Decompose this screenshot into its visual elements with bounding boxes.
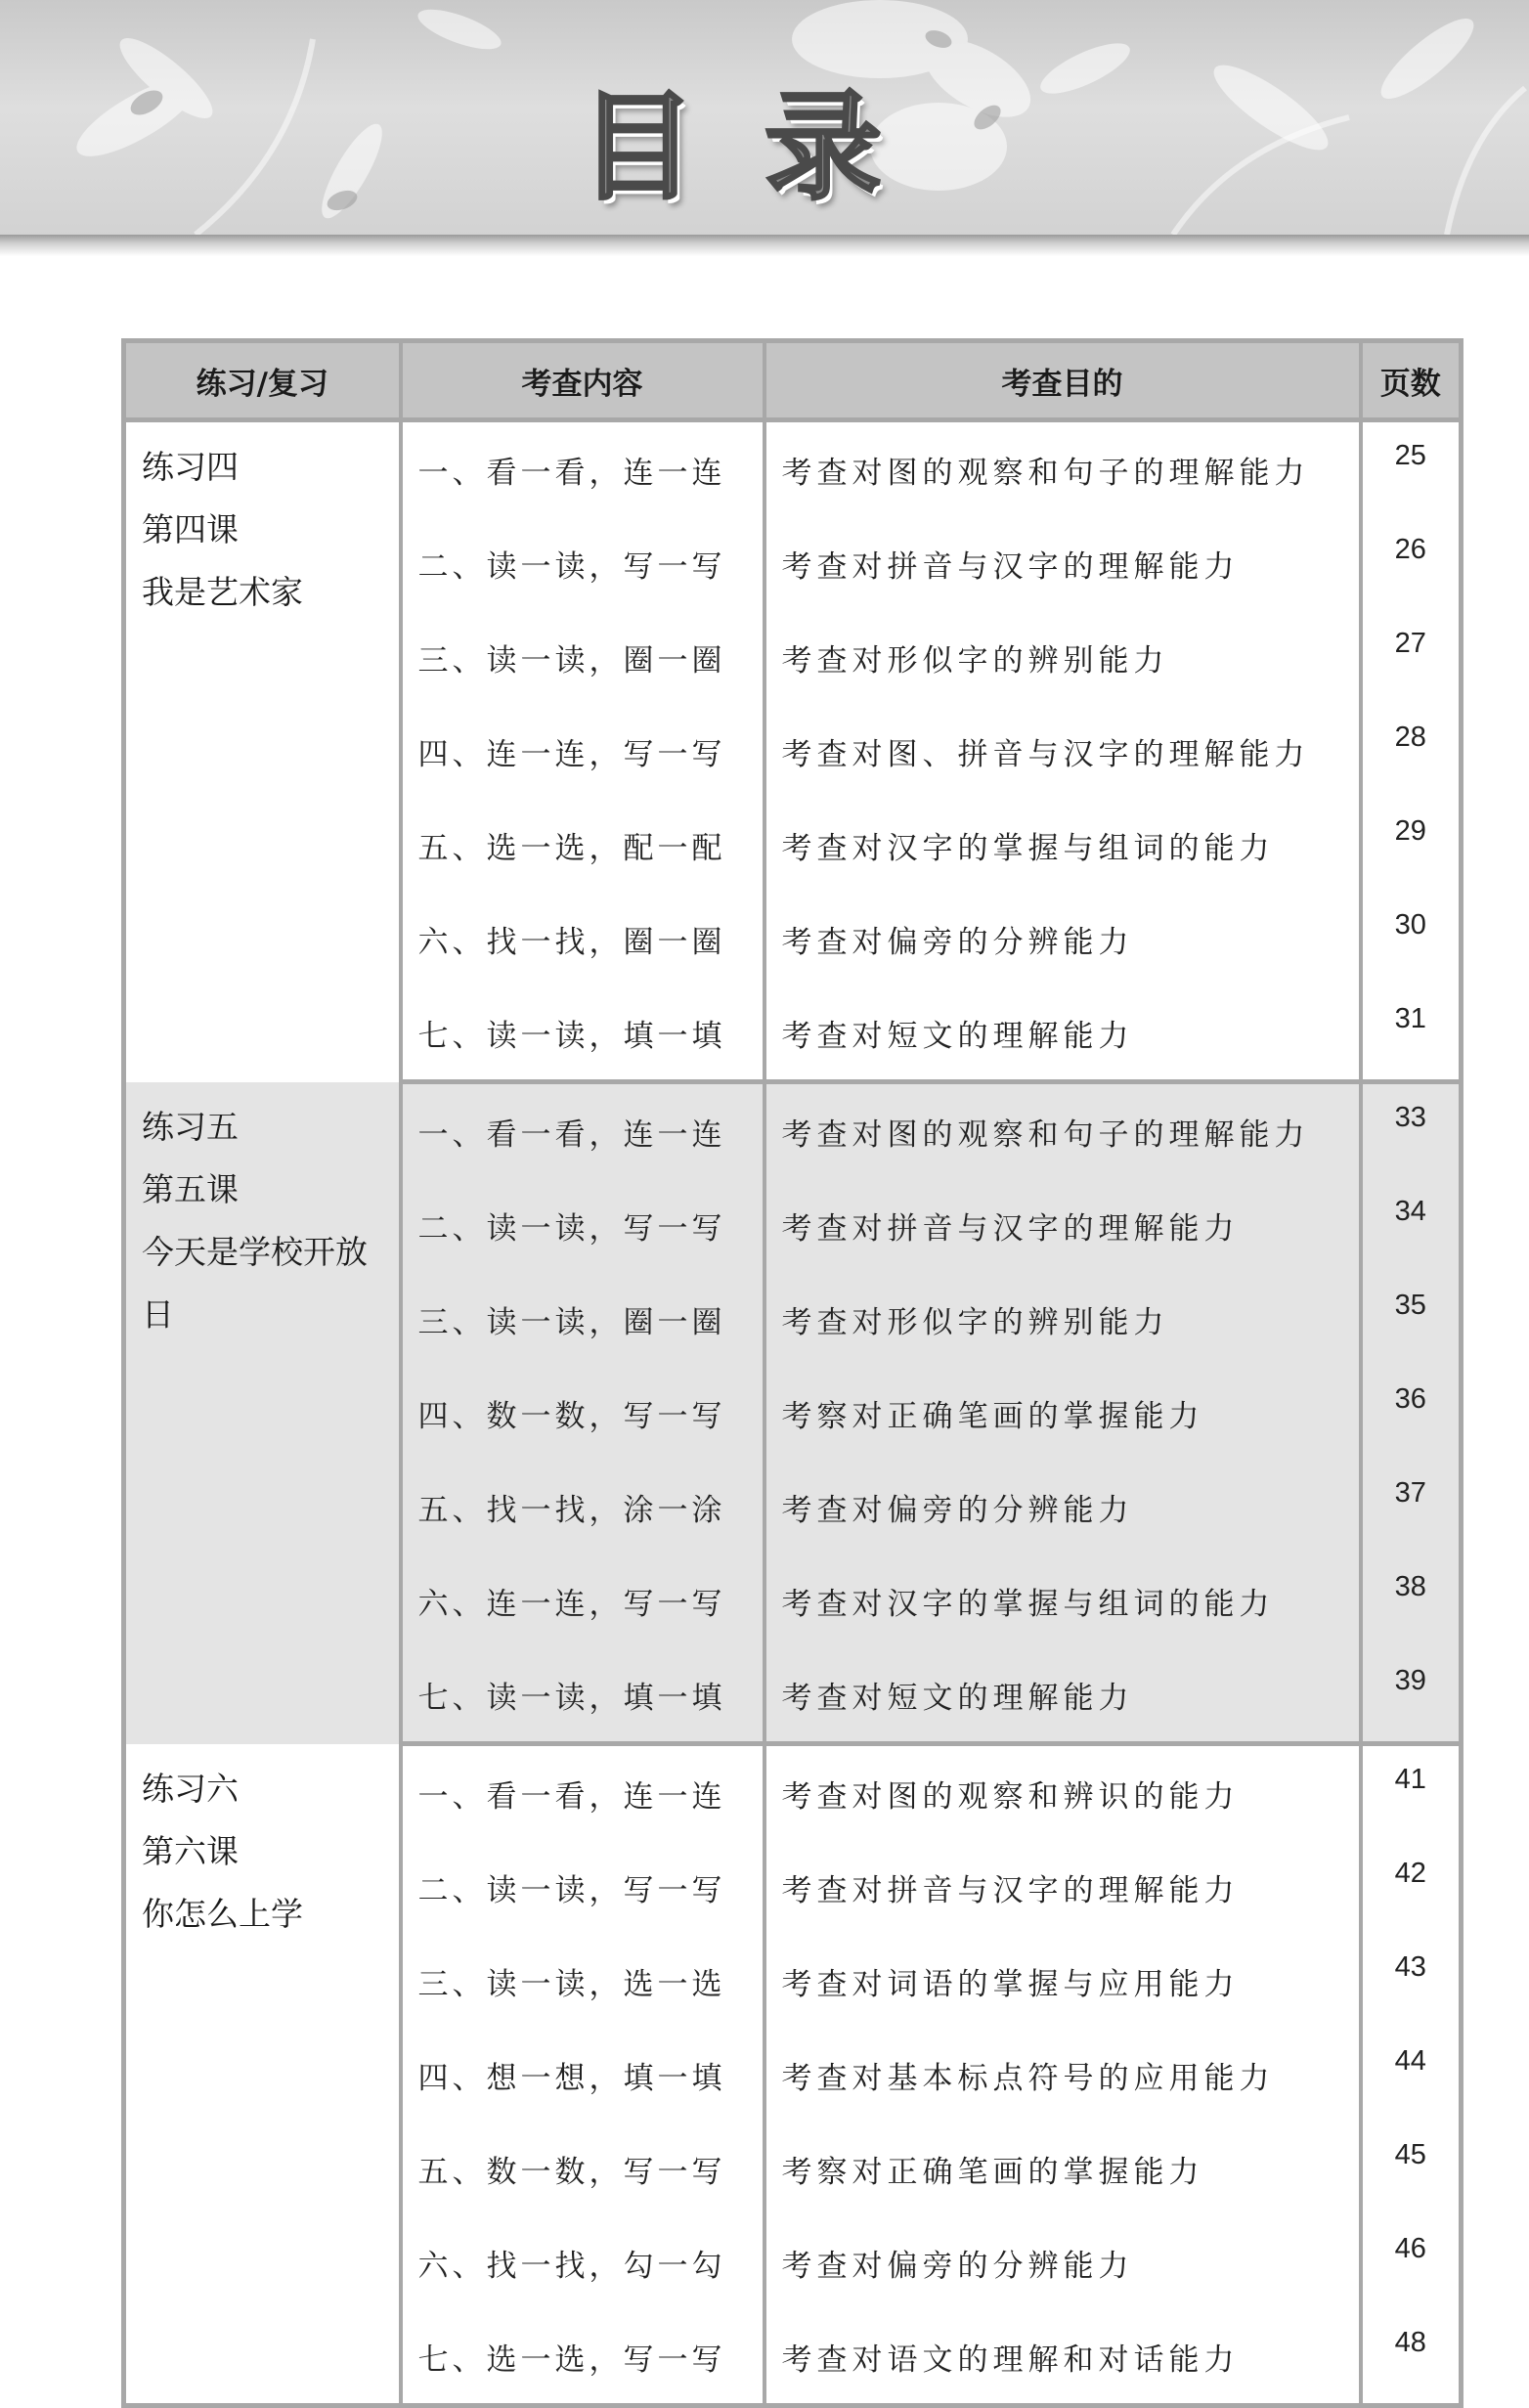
content-cell: 二、读一读，写一写 [401, 516, 764, 610]
table-row [124, 1082, 1462, 1179]
content-cell: 二、读一读，写一写 [401, 1840, 764, 1934]
content-cell: 一、看一看，连一连 [401, 420, 764, 517]
purpose-cell: 考查对拼音与汉字的理解能力 [764, 1840, 1361, 1934]
purpose-cell: 考查对图、拼音与汉字的理解能力 [764, 704, 1361, 798]
purpose-cell: 考查对短文的理解能力 [764, 985, 1361, 1082]
header-banner [0, 0, 1529, 240]
content-cell: 六、找一找，圈一圈 [401, 892, 764, 985]
lesson-line: 今天是学校开放 [142, 1232, 368, 1271]
page-number: 37 [1361, 1460, 1462, 1554]
toc-body [124, 420, 1462, 2406]
purpose-cell: 考查对语文的理解和对话能力 [764, 2309, 1361, 2406]
lesson-cell [124, 1082, 401, 1744]
purpose-cell: 考查对形似字的辨别能力 [764, 1272, 1361, 1366]
content-cell: 一、看一看，连一连 [401, 1744, 764, 1841]
page-number: 36 [1361, 1366, 1462, 1460]
lesson-cell [124, 1744, 401, 2406]
content-cell: 五、找一找，涂一涂 [401, 1460, 764, 1554]
header-exercise: 练习/复习 [124, 341, 401, 420]
content-cell: 五、选一选，配一配 [401, 798, 764, 892]
content-cell: 三、读一读，圈一圈 [401, 1272, 764, 1366]
purpose-cell: 考查对图的观察和句子的理解能力 [764, 420, 1361, 517]
content-cell: 三、读一读，圈一圈 [401, 610, 764, 704]
page-number: 33 [1361, 1082, 1462, 1179]
purpose-cell: 考查对词语的掌握与应用能力 [764, 1934, 1361, 2028]
purpose-cell: 考查对基本标点符号的应用能力 [764, 2028, 1361, 2122]
content-cell: 六、找一找，勾一勾 [401, 2215, 764, 2309]
content-cell: 四、想一想，填一填 [401, 2028, 764, 2122]
content-cell: 七、读一读，填一填 [401, 1647, 764, 1744]
page-number: 25 [1361, 420, 1462, 517]
lesson-line: 练习六 [142, 1769, 239, 1808]
header-purpose: 考查目的 [764, 341, 1361, 420]
lesson-line: 第四课 [142, 510, 239, 548]
page-number: 28 [1361, 704, 1462, 798]
content-cell: 一、看一看，连一连 [401, 1082, 764, 1179]
purpose-cell: 考查对偏旁的分辨能力 [764, 2215, 1361, 2309]
purpose-cell: 考查对形似字的辨别能力 [764, 610, 1361, 704]
page-number: 46 [1361, 2215, 1462, 2309]
page-number: 45 [1361, 2122, 1462, 2215]
page-number: 42 [1361, 1840, 1462, 1934]
page-number: 29 [1361, 798, 1462, 892]
page-number: 41 [1361, 1744, 1462, 1841]
page-title: 目录 [579, 80, 950, 216]
content-cell: 三、读一读，选一选 [401, 1934, 764, 2028]
header-pages: 页数 [1361, 341, 1462, 420]
purpose-cell: 考查对拼音与汉字的理解能力 [764, 516, 1361, 610]
content-cell: 五、数一数，写一写 [401, 2122, 764, 2215]
purpose-cell: 考查对图的观察和句子的理解能力 [764, 1082, 1361, 1179]
page-number: 35 [1361, 1272, 1462, 1366]
purpose-cell: 考查对偏旁的分辨能力 [764, 892, 1361, 985]
purpose-cell: 考查对拼音与汉字的理解能力 [764, 1178, 1361, 1272]
content-cell: 二、读一读，写一写 [401, 1178, 764, 1272]
lesson-line: 第六课 [142, 1831, 239, 1870]
page-number: 34 [1361, 1178, 1462, 1272]
purpose-cell: 考查对汉字的掌握与组词的能力 [764, 1554, 1361, 1647]
purpose-cell: 考察对正确笔画的掌握能力 [764, 1366, 1361, 1460]
content-cell: 六、连一连，写一写 [401, 1554, 764, 1647]
lesson-line: 练习四 [142, 448, 239, 486]
lesson-line: 日 [142, 1294, 174, 1334]
lesson-line: 你怎么上学 [142, 1894, 303, 1933]
banner-shadow [0, 235, 1529, 256]
page-number: 44 [1361, 2028, 1462, 2122]
page-number: 43 [1361, 1934, 1462, 2028]
lesson-line: 练习五 [142, 1107, 239, 1146]
page-number: 27 [1361, 610, 1462, 704]
toc-table [121, 338, 1463, 2408]
purpose-cell: 考查对偏旁的分辨能力 [764, 1460, 1361, 1554]
page-number: 39 [1361, 1647, 1462, 1744]
header-row [124, 341, 1462, 420]
header-content: 考查内容 [401, 341, 764, 420]
lesson-line: 第五课 [142, 1169, 239, 1208]
table-row [124, 1744, 1462, 1841]
lesson-line: 我是艺术家 [142, 573, 303, 611]
page-number: 31 [1361, 985, 1462, 1082]
purpose-cell: 考查对短文的理解能力 [764, 1647, 1361, 1744]
page-number: 26 [1361, 516, 1462, 610]
purpose-cell: 考查对图的观察和辨识的能力 [764, 1744, 1361, 1841]
content-cell: 七、读一读，填一填 [401, 985, 764, 1082]
table-row [124, 420, 1462, 517]
purpose-cell: 考查对汉字的掌握与组词的能力 [764, 798, 1361, 892]
lesson-cell [124, 420, 401, 1082]
purpose-cell: 考察对正确笔画的掌握能力 [764, 2122, 1361, 2215]
content-cell: 七、选一选，写一写 [401, 2309, 764, 2406]
page-number: 48 [1361, 2309, 1462, 2406]
content-cell: 四、数一数，写一写 [401, 1366, 764, 1460]
page-number: 30 [1361, 892, 1462, 985]
content-cell: 四、连一连，写一写 [401, 704, 764, 798]
page-number: 38 [1361, 1554, 1462, 1647]
